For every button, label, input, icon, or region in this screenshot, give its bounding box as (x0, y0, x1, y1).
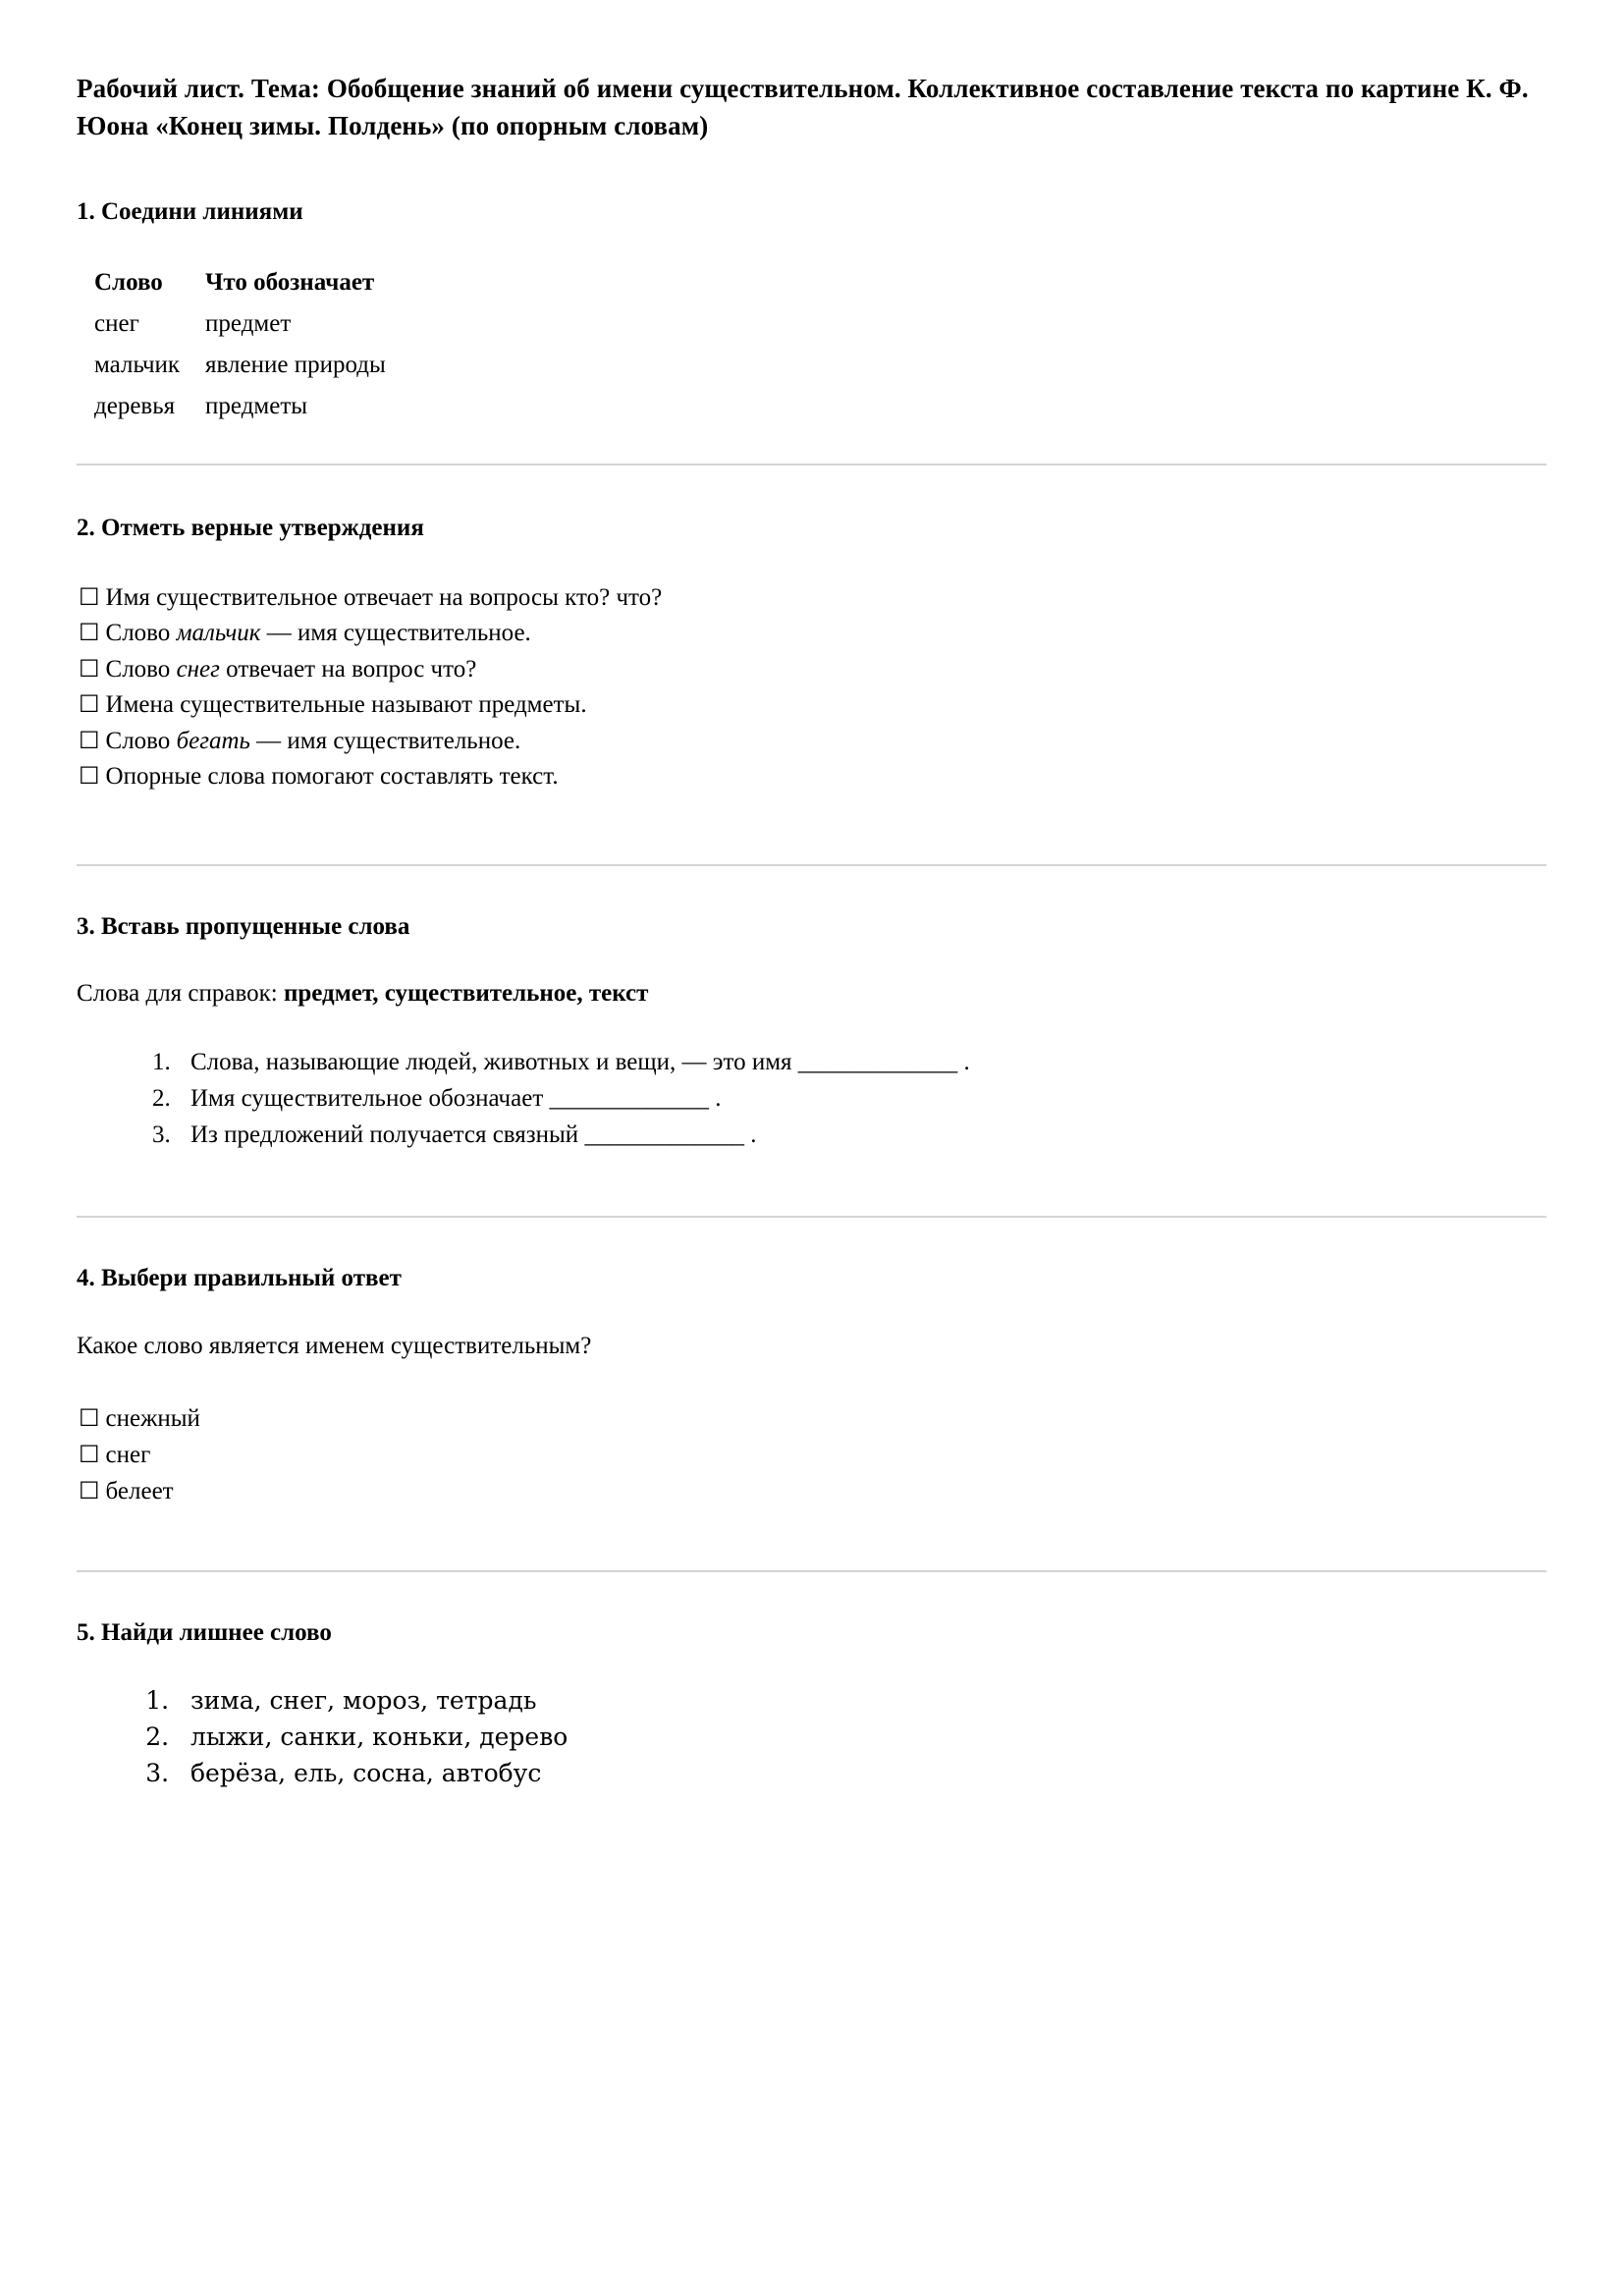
list-item (77, 1400, 1546, 1437)
option-label: снежный (105, 1404, 200, 1432)
column-header-word: Слово (94, 269, 163, 297)
task-4-heading: 4. Выбери правильный ответ (77, 1265, 402, 1292)
statement-before: Слово (105, 655, 177, 683)
list-item (77, 1437, 1546, 1473)
checkbox-icon[interactable]: ☐ (79, 726, 100, 754)
fill-in-blank[interactable]: _____________ (797, 1049, 958, 1076)
list-item (177, 1117, 1546, 1153)
checkbox-icon[interactable]: ☐ (79, 654, 100, 683)
table-row (94, 393, 411, 420)
statement-text (106, 763, 559, 790)
section-divider (77, 864, 1546, 866)
list-item (177, 1044, 1546, 1080)
checkbox-icon[interactable]: ☐ (79, 582, 100, 611)
fill-in-blank[interactable]: _____________ (549, 1085, 710, 1113)
list-item (77, 1473, 1546, 1509)
word-match-table (94, 269, 411, 420)
checkbox-icon[interactable]: ☐ (79, 762, 100, 791)
statement-after: — имя существительное. (249, 727, 521, 754)
statement-emphasis: мальчик (176, 620, 261, 647)
sentence-before-blank: Из предложений получается связный (190, 1121, 585, 1149)
list-item (77, 616, 1546, 652)
table-row (94, 310, 411, 352)
list-item (77, 687, 1546, 724)
list-item (77, 652, 1546, 688)
cell-word[interactable]: деревья (94, 393, 176, 420)
cell-meaning[interactable]: предмет (205, 310, 292, 338)
statement-after: — имя существительное. (260, 620, 531, 647)
statement-before: Слово (105, 727, 177, 754)
sentence-after-blank: . (709, 1085, 722, 1113)
sentence-after-blank: . (743, 1121, 757, 1149)
cell-meaning[interactable]: явление природы (205, 352, 386, 379)
task-5-heading: 5. Найди лишнее слово (77, 1618, 332, 1646)
task-1-heading: 1. Соедини линиями (77, 197, 303, 225)
statement-before: Опорные слова помогают составлять текст. (105, 763, 559, 791)
checkbox-icon[interactable]: ☐ (79, 690, 100, 719)
checkbox-icon[interactable]: ☐ (79, 1440, 100, 1468)
reference-words-label: Слова для справок: (77, 980, 278, 1008)
statement-before: Имя существительное отвечает на вопросы кто? что? (105, 583, 663, 611)
option-label: белеет (105, 1477, 174, 1504)
table-header-row (94, 269, 411, 310)
statement-emphasis: снег (176, 655, 220, 683)
statement-text (106, 728, 521, 754)
section-divider (77, 464, 1546, 465)
section-divider (77, 1570, 1546, 1572)
statement-text (106, 691, 587, 718)
statement-emphasis: бегать (176, 727, 250, 754)
sentence-before-blank: Имя существительное обозначает (190, 1085, 550, 1113)
list-item (77, 724, 1546, 760)
statement-text (106, 656, 477, 683)
page-title: Рабочий лист. Тема: Обобщение знаний об имени существительном. Коллективное составление текста по картине К. Ф. Юона «Конец зимы. Полдень» (по опорным словам) (77, 74, 1529, 140)
list-item[interactable]: 1. зима, снег, мороз, тетрадь (177, 1682, 1546, 1719)
sentence-after-blank: . (957, 1049, 970, 1076)
statement-before: Имена существительные называют предметы. (105, 691, 587, 719)
list-item (77, 580, 1546, 617)
statement-text (106, 584, 663, 611)
column-header-meaning: Что обозначает (205, 269, 375, 297)
statement-text (106, 620, 531, 646)
checkbox-icon[interactable]: ☐ (79, 619, 100, 647)
sentence-before-blank: Слова, называющие людей, животных и вещи, — это имя (190, 1049, 798, 1076)
task-2-statement-list (77, 580, 1546, 795)
reference-words-value: предмет, существительное, текст (283, 980, 649, 1008)
checkbox-icon[interactable]: ☐ (79, 1403, 100, 1432)
statement-after: отвечает на вопрос что? (219, 655, 477, 683)
task-4-question: Какое слово является именем существительным? (77, 1332, 592, 1359)
cell-meaning[interactable]: предметы (205, 393, 308, 420)
list-item[interactable]: 2. лыжи, санки, коньки, дерево (177, 1719, 1546, 1755)
task-3-heading: 3. Вставь пропущенные слова (77, 912, 410, 940)
reference-words-line (77, 976, 1546, 1011)
checkbox-icon[interactable]: ☐ (79, 1476, 100, 1504)
task-4-option-list (77, 1400, 1546, 1509)
list-item[interactable]: 3. берёза, ель, сосна, автобус (177, 1755, 1546, 1791)
cell-word[interactable]: мальчик (94, 352, 181, 379)
list-item (77, 759, 1546, 795)
statement-before: Слово (105, 620, 177, 647)
table-row (94, 352, 411, 393)
task-2-heading: 2. Отметь верные утверждения (77, 515, 424, 542)
fill-in-blank[interactable]: _____________ (584, 1121, 744, 1149)
cell-word[interactable]: снег (94, 310, 139, 338)
option-label: снег (105, 1441, 151, 1468)
list-item (177, 1080, 1546, 1117)
task-3-fill-in-list (77, 1044, 1546, 1153)
task-5-word-group-list (77, 1682, 1546, 1791)
section-divider (77, 1216, 1546, 1218)
